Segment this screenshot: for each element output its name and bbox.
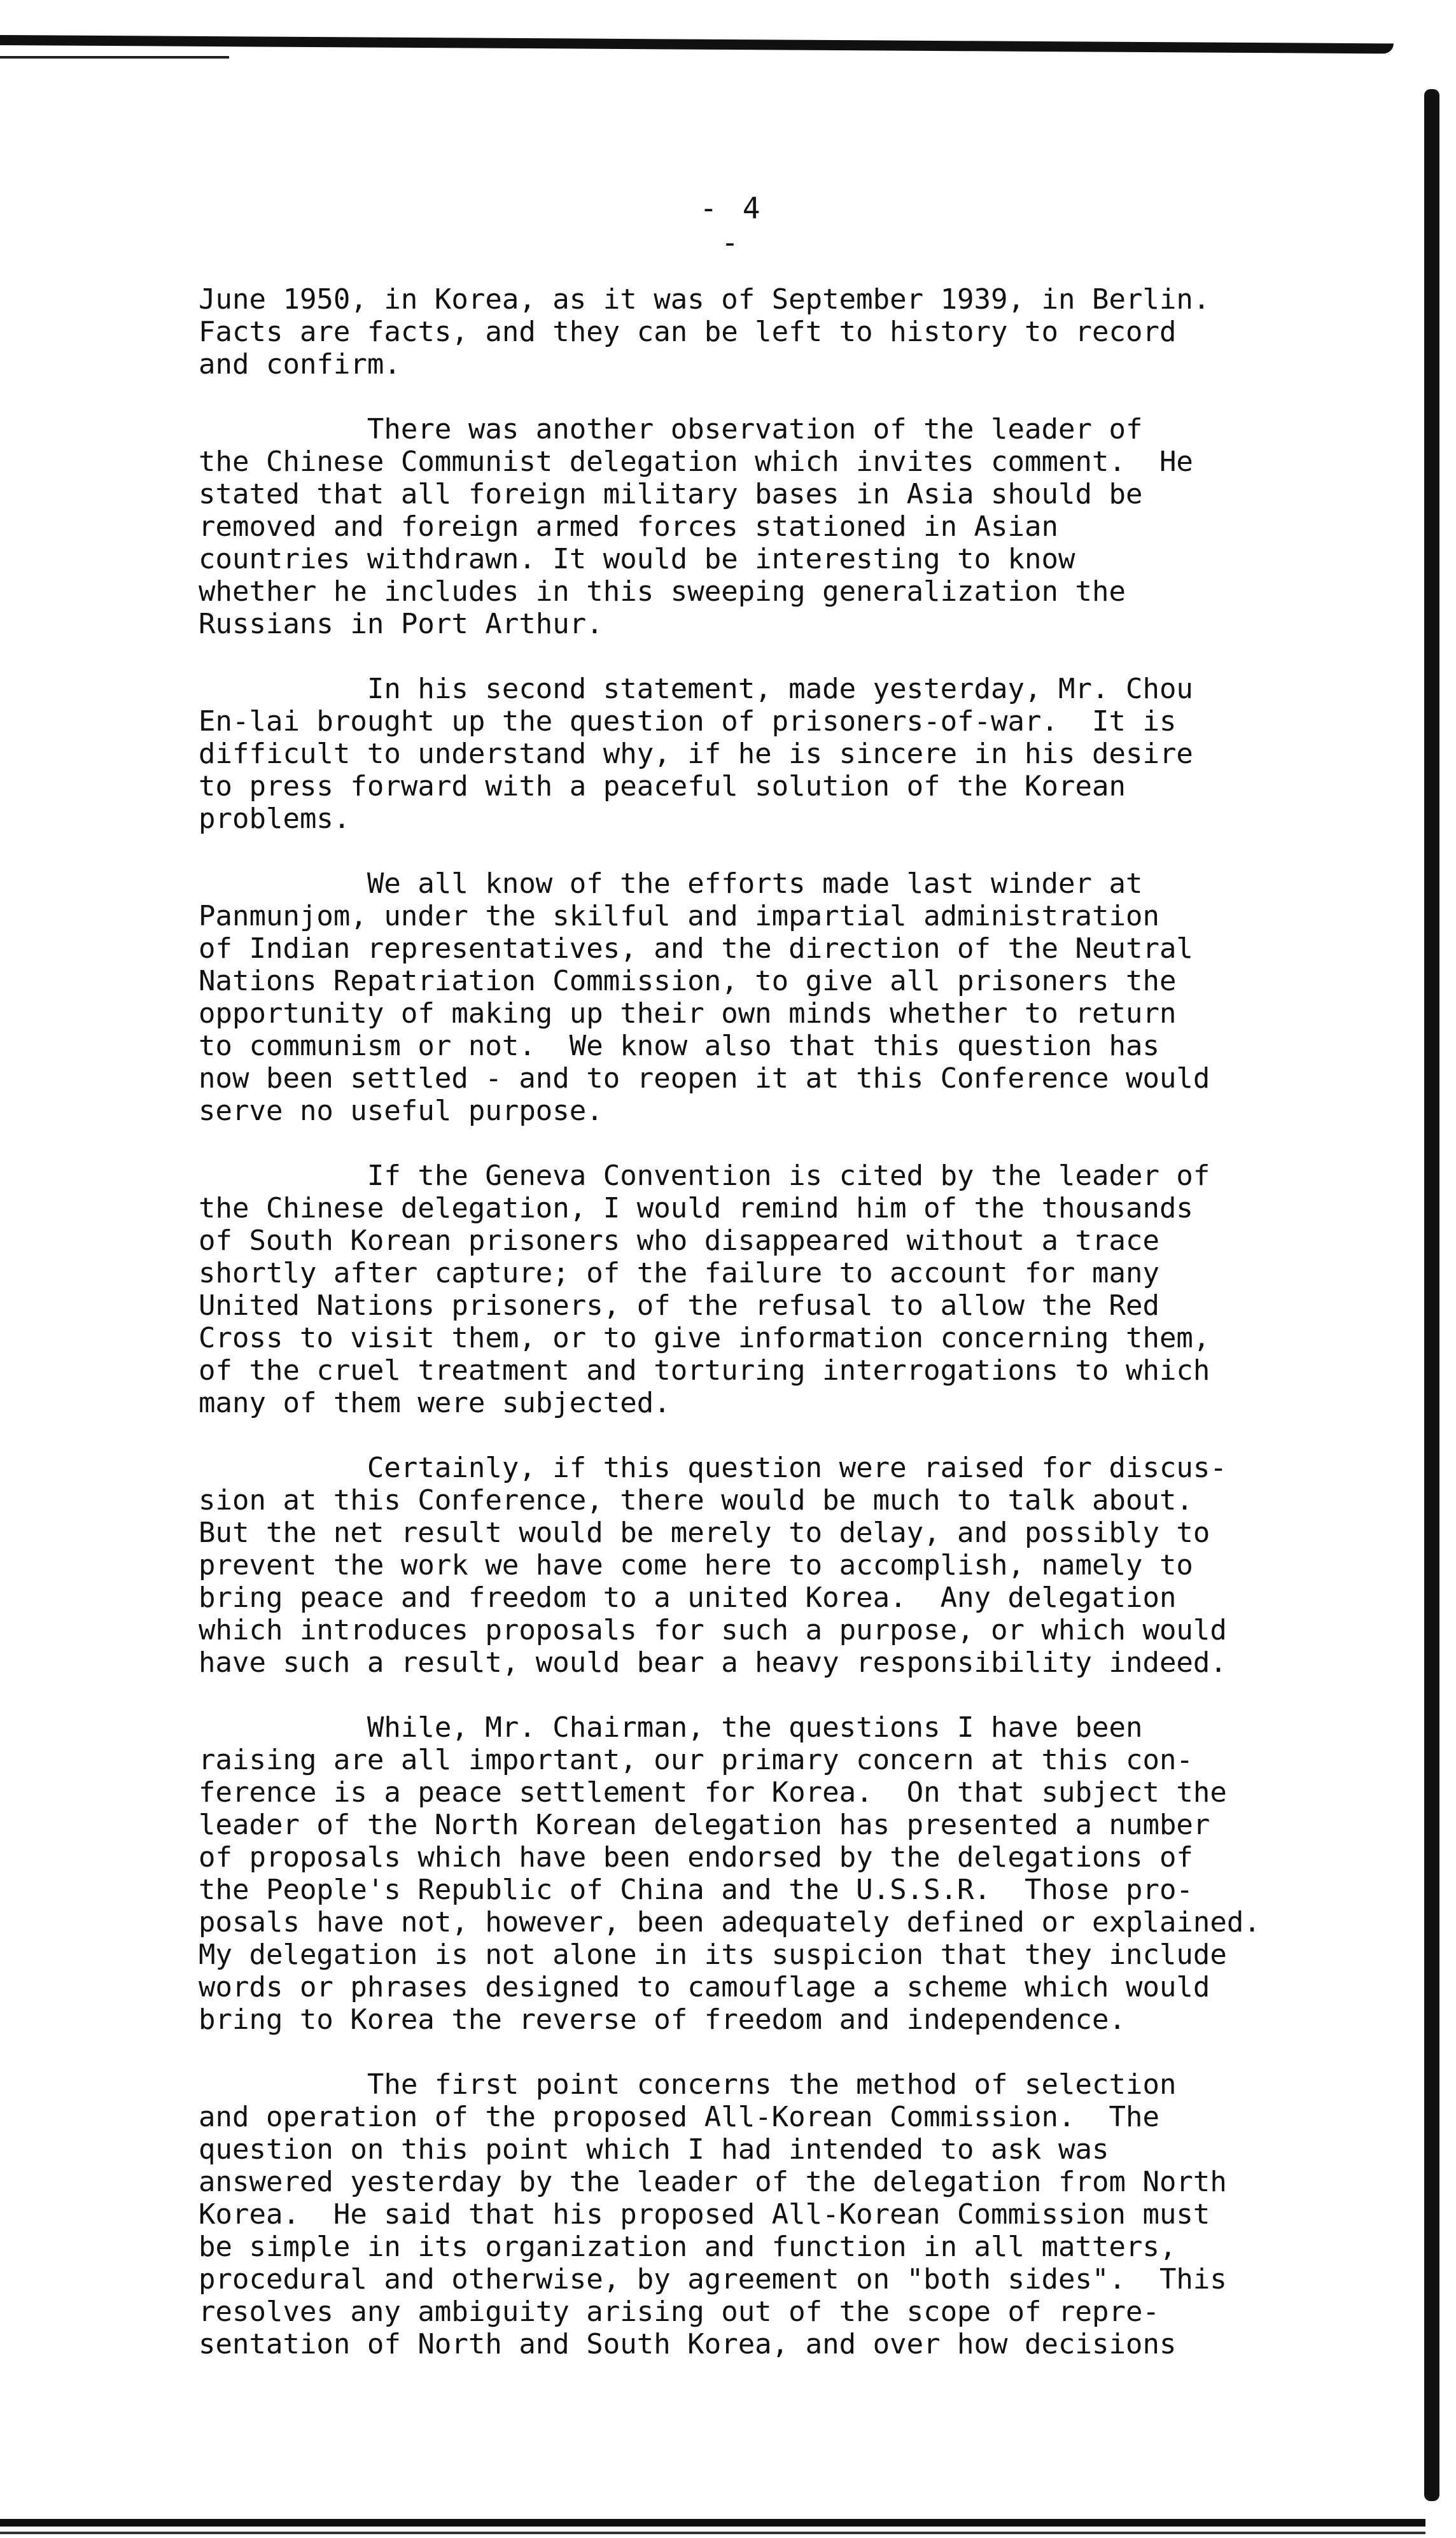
text-line: opportunity of making up their own minds whether to return	[199, 997, 1177, 1030]
text-line: of Indian representatives, and the direction of the Neutral	[199, 932, 1193, 965]
text-line: which introduces proposals for such a purpose, or which would	[199, 1614, 1227, 1646]
text-line: countries withdrawn. It would be interesting to know	[199, 543, 1075, 575]
scan-edge-top-thin	[0, 56, 229, 59]
text-line: serve no useful purpose.	[199, 1095, 603, 1127]
text-line: Certainly, if this question were raised for discus-	[199, 1452, 1227, 1484]
text-line: procedural and otherwise, by agreement on "both sides". This	[199, 2263, 1227, 2296]
paragraph	[199, 1711, 1420, 2036]
text-line: June 1950, in Korea, as it was of September 1939, in Berlin.	[199, 283, 1210, 316]
scan-edge-bottom-thin	[0, 2532, 1425, 2534]
text-line: whether he includes in this sweeping generalization the	[199, 575, 1126, 608]
text-line: While, Mr. Chairman, the questions I have been	[199, 1711, 1143, 1744]
text-line: and operation of the proposed All-Korean Commission. The	[199, 2101, 1159, 2133]
paragraph	[199, 1452, 1420, 1679]
text-line: We all know of the efforts made last winder at	[199, 867, 1143, 900]
text-line: En-lai brought up the question of prisoners-of-war. It is	[199, 705, 1177, 738]
text-line: bring peace and freedom to a united Korea. Any delegation	[199, 1581, 1177, 1614]
text-line: The first point concerns the method of selection	[199, 2068, 1177, 2101]
text-line: In his second statement, made yesterday, Mr. Chou	[199, 673, 1193, 705]
text-line: removed and foreign armed forces stationed in Asian	[199, 510, 1059, 543]
text-line: posals have not, however, been adequately defined or explained.	[199, 1906, 1261, 1939]
text-line: of proposals which have been endorsed by the delegations of	[199, 1841, 1193, 1874]
text-line: stated that all foreign military bases in Asia should be	[199, 478, 1143, 510]
text-line: There was another observation of the leader of	[199, 413, 1143, 445]
text-line: the People's Republic of China and the U.S.S.R. Those pro-	[199, 1874, 1193, 1906]
text-line: problems.	[199, 803, 351, 835]
text-line: question on this point which I had intended to ask was	[199, 2133, 1109, 2166]
text-line: sion at this Conference, there would be much to talk about.	[199, 1484, 1193, 1517]
text-line: shortly after capture; of the failure to account for many	[199, 1257, 1159, 1289]
text-line: of South Korean prisoners who disappeared without a trace	[199, 1224, 1159, 1257]
text-line: United Nations prisoners, of the refusal to allow the Red	[199, 1289, 1159, 1322]
text-line: leader of the North Korean delegation has presented a number	[199, 1809, 1210, 1841]
text-line: bring to Korea the reverse of freedom and independence.	[199, 2003, 1126, 2036]
text-line: to communism or not. We know also that this question has	[199, 1030, 1159, 1062]
text-line: My delegation is not alone in its suspicion that they include	[199, 1939, 1227, 1971]
text-line: Nations Repatriation Commission, to give all prisoners the	[199, 965, 1177, 997]
text-line: prevent the work we have come here to accomplish, namely to	[199, 1549, 1193, 1581]
paragraph	[199, 867, 1420, 1127]
text-line: raising are all important, our primary concern at this con-	[199, 1744, 1193, 1776]
document-body	[199, 283, 1420, 2393]
text-line: Panmunjom, under the skilful and impartial administration	[199, 900, 1159, 932]
text-line: ference is a peace settlement for Korea. On that subject the	[199, 1776, 1227, 1809]
paragraph	[199, 283, 1420, 381]
page-number: - 4 -	[699, 191, 764, 260]
text-line: Russians in Port Arthur.	[199, 608, 603, 640]
paragraph	[199, 1160, 1420, 1419]
text-line: sentation of North and South Korea, and over how decisions	[199, 2328, 1177, 2360]
text-line: the Chinese delegation, I would remind him of the thousands	[199, 1192, 1193, 1224]
text-line: have such a result, would bear a heavy responsibility indeed.	[199, 1646, 1227, 1679]
text-line: the Chinese Communist delegation which invites comment. He	[199, 445, 1193, 478]
text-line: be simple in its organization and function in all matters,	[199, 2231, 1177, 2263]
text-line: now been settled - and to reopen it at this Conference would	[199, 1062, 1210, 1095]
text-line: Facts are facts, and they can be left to history to record	[199, 316, 1177, 348]
text-line: Korea. He said that his proposed All-Korean Commission must	[199, 2198, 1210, 2231]
text-line: to press forward with a peaceful solution of the Korean	[199, 770, 1126, 803]
paragraph	[199, 2068, 1420, 2360]
text-line: of the cruel treatment and torturing interrogations to which	[199, 1354, 1210, 1387]
text-line: difficult to understand why, if he is sincere in his desire	[199, 738, 1193, 770]
text-line: resolves any ambiguity arising out of the scope of repre-	[199, 2296, 1159, 2328]
text-line: and confirm.	[199, 348, 401, 381]
text-line: many of them were subjected.	[199, 1387, 671, 1419]
scan-edge-right	[1424, 89, 1439, 2501]
text-line: Cross to visit them, or to give information concerning them,	[199, 1322, 1210, 1354]
text-line: words or phrases designed to camouflage a scheme which would	[199, 1971, 1210, 2003]
text-line: If the Geneva Convention is cited by the leader of	[199, 1160, 1210, 1192]
text-line: answered yesterday by the leader of the delegation from North	[199, 2166, 1227, 2198]
paragraph	[199, 413, 1420, 640]
scan-edge-bottom	[0, 2519, 1425, 2527]
scan-edge-top	[0, 35, 1394, 53]
paragraph	[199, 673, 1420, 835]
text-line: But the net result would be merely to delay, and possibly to	[199, 1517, 1210, 1549]
